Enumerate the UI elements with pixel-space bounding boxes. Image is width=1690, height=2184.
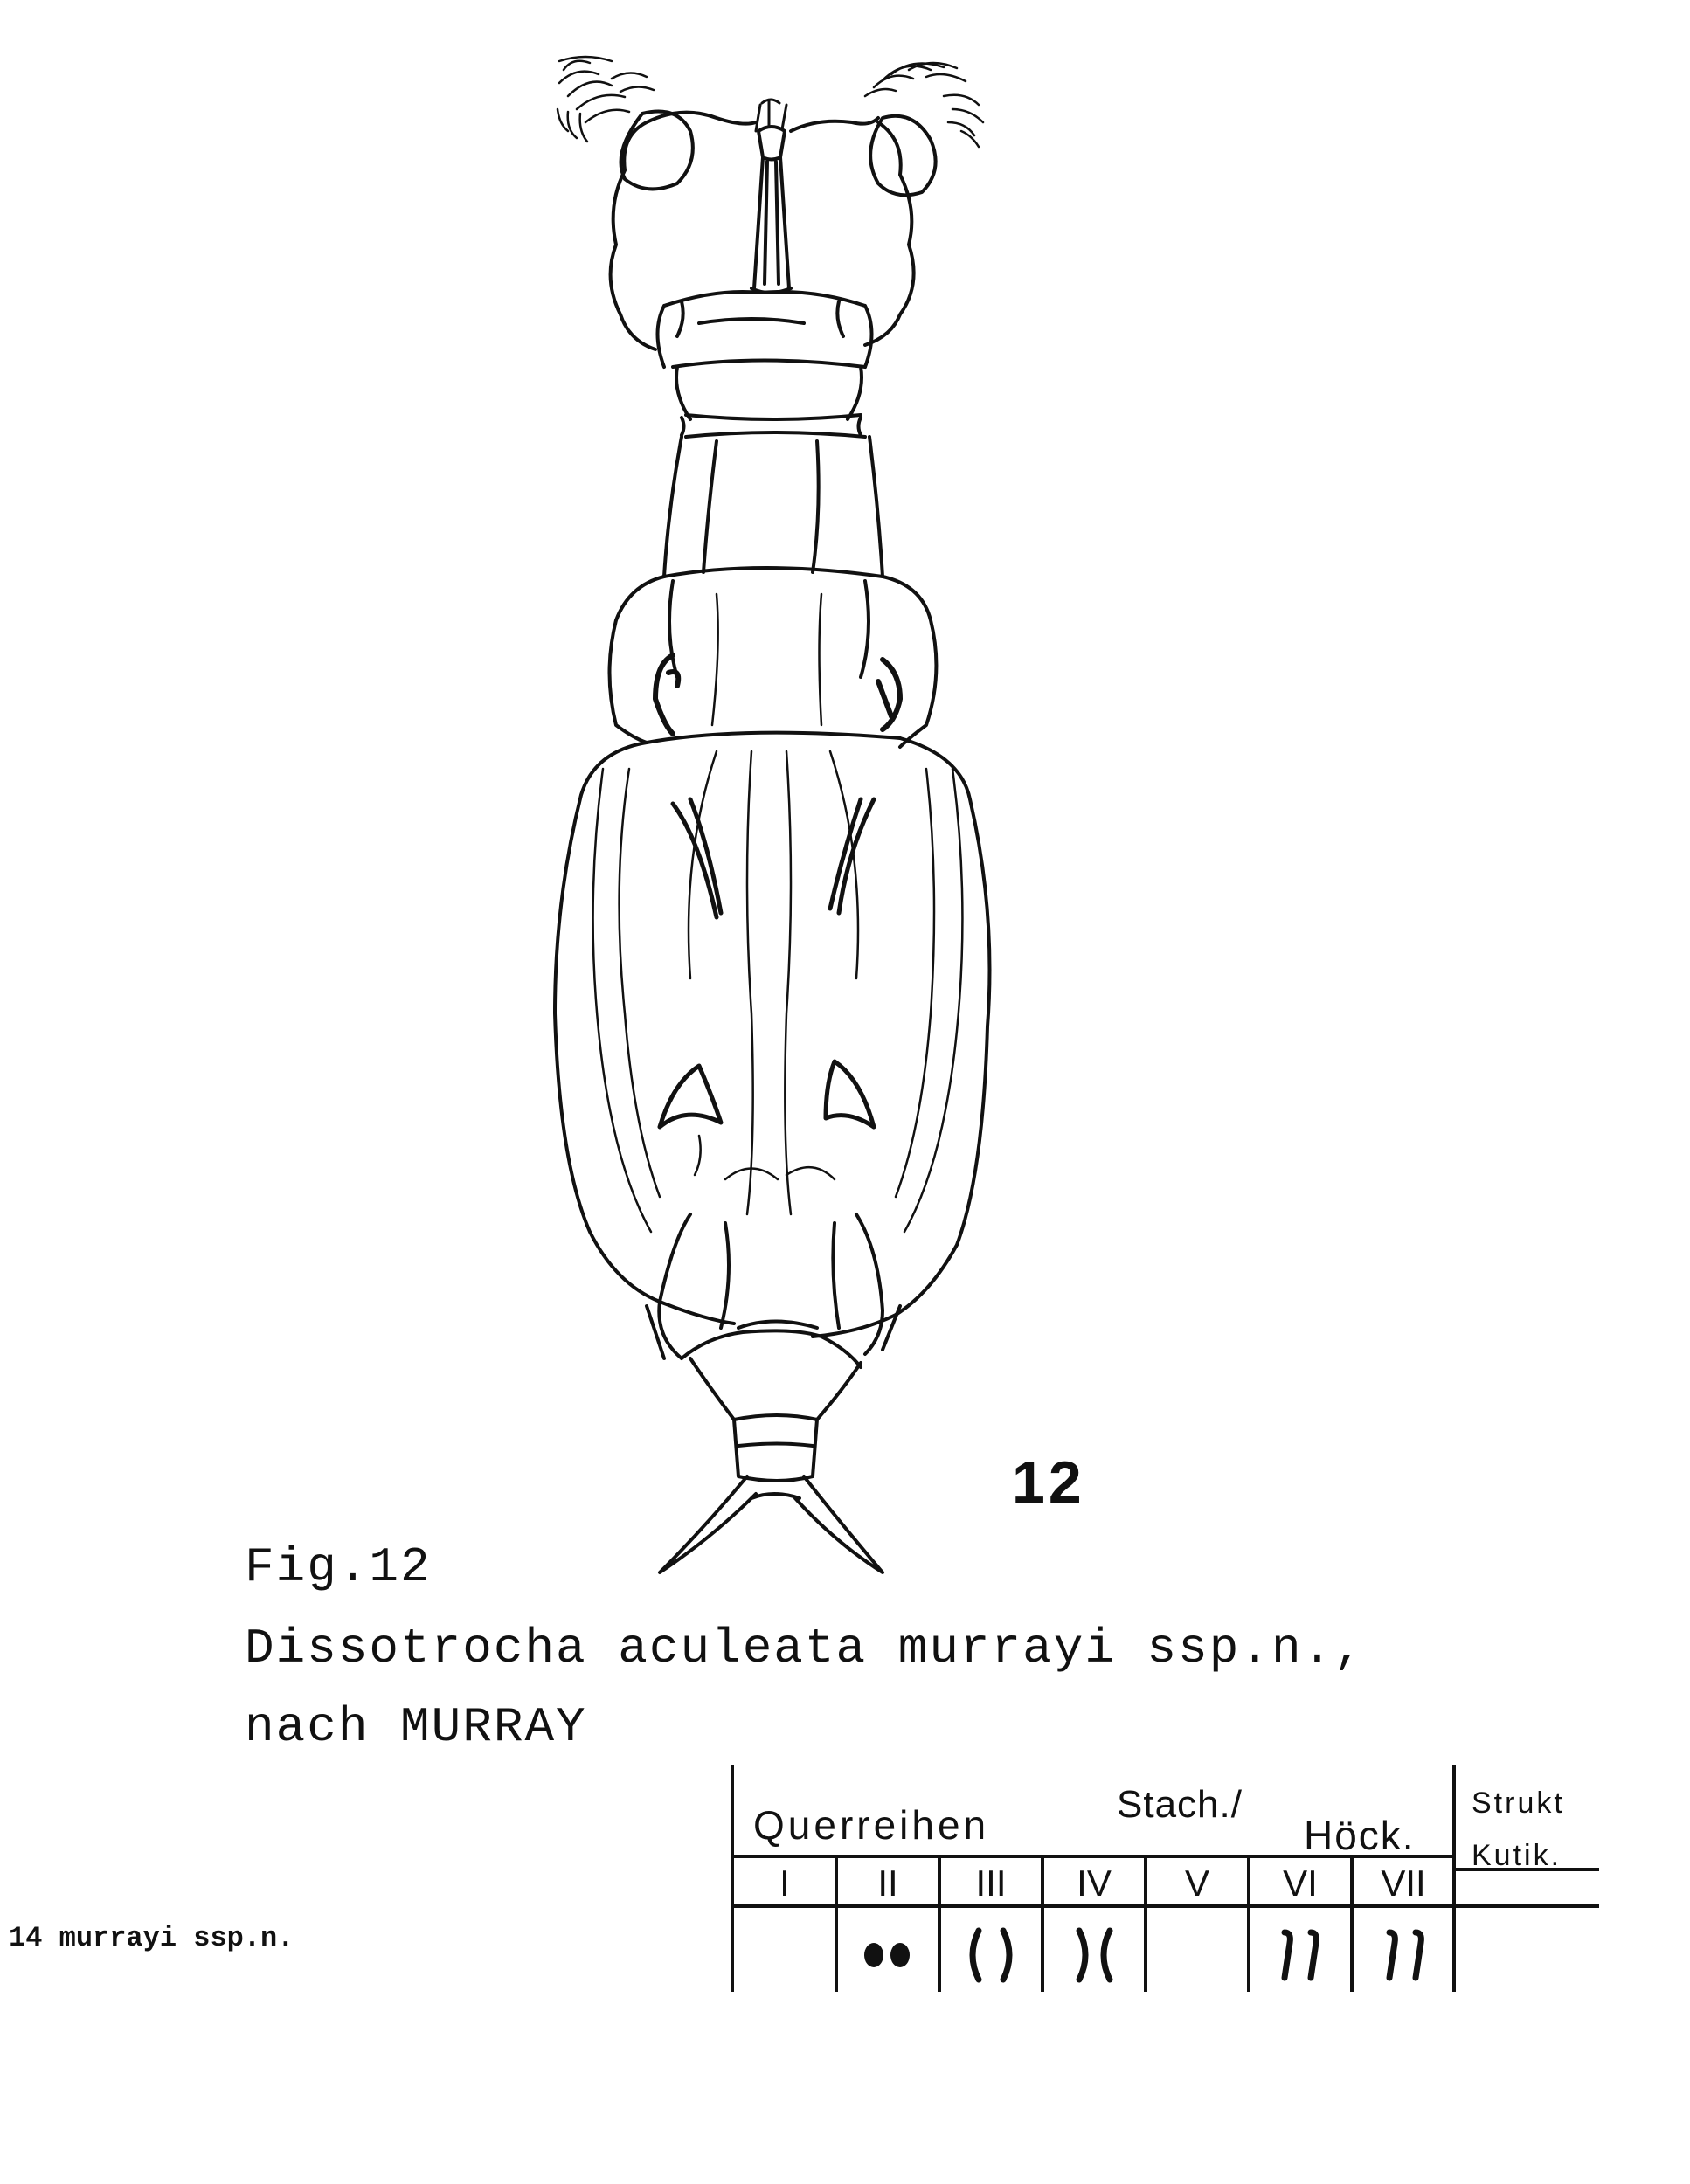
header-strukt: Strukt (1472, 1787, 1565, 1820)
header-kutik: Kutik. (1472, 1839, 1562, 1872)
symbol-bracket-pair-inward (1079, 1931, 1110, 1980)
column-header-vi: VI (1283, 1863, 1318, 1904)
figure-number-label: 12 (1012, 1449, 1085, 1516)
header-stach: Stach./ (1117, 1783, 1243, 1826)
symbol-two-spines-vii (1389, 1932, 1421, 1978)
header-hoeck: Höck. (1304, 1813, 1416, 1858)
header-querreihen: Querreihen (753, 1802, 990, 1848)
column-header-i: I (779, 1863, 790, 1904)
column-header-iii: III (975, 1863, 1007, 1904)
column-header-iv: IV (1077, 1863, 1112, 1904)
column-header-ii: II (877, 1863, 898, 1904)
column-header-vii: VII (1381, 1863, 1426, 1904)
symbol-bracket-pair-outward (973, 1931, 1009, 1980)
symbol-two-dots (864, 1943, 910, 1967)
table-row-label: 14 murrayi ssp.n. (9, 1922, 294, 1954)
symbol-two-spines-vi (1285, 1932, 1316, 1978)
figure-caption-title: Fig.12 (245, 1539, 432, 1595)
figure-caption-species: Dissotrocha aculeata murrayi ssp.n., (245, 1621, 1365, 1676)
figure-caption-source: nach MURRAY (245, 1699, 587, 1755)
column-header-v: V (1184, 1863, 1210, 1904)
